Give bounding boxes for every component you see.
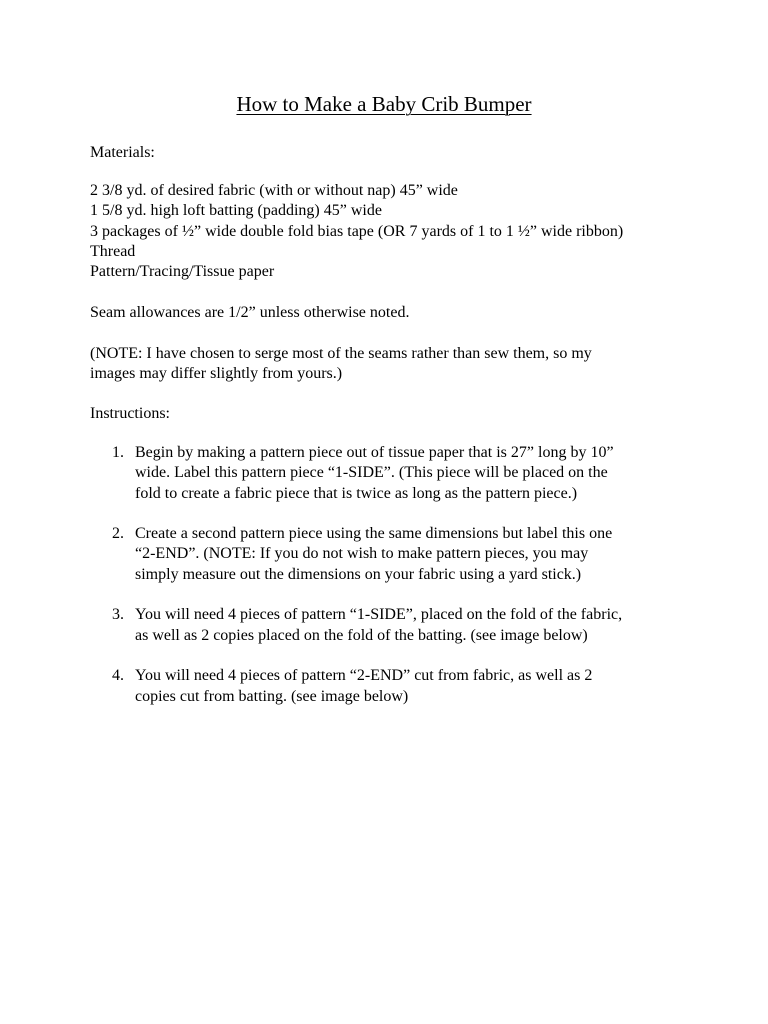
- materials-item: Pattern/Tracing/Tissue paper: [90, 263, 275, 281]
- step-line: Create a second pattern piece using the same dimensions but label this one: [135, 525, 613, 543]
- step-number: 1.: [112, 444, 124, 461]
- instructions-list: [90, 443, 700, 727]
- materials-item: 3 packages of ½” wide double fold bias tape (OR 7 yards of 1 to 1 ½” wide ribbon): [90, 222, 624, 240]
- serge-note: [90, 344, 690, 385]
- step-line: You will need 4 pieces of pattern “1-SIDE”, placed on the fold of the fabric,: [135, 606, 623, 624]
- list-item: [90, 443, 700, 504]
- list-item: [90, 666, 700, 707]
- step-line: Begin by making a pattern piece out of tissue paper that is 27” long by 10”: [135, 444, 614, 461]
- step-number: 2.: [112, 525, 124, 543]
- step-number: 3.: [112, 606, 124, 624]
- step-line: wide. Label this pattern piece “1-SIDE”. (This piece will be placed on the: [135, 464, 608, 482]
- serge-note-line: images may differ slightly from yours.): [90, 365, 343, 383]
- materials-item: 2 3/8 yd. of desired fabric (with or without nap) 45” wide: [90, 182, 458, 199]
- serge-note-line: (NOTE: I have chosen to serge most of the seams rather than sew them, so my: [90, 345, 592, 362]
- step-line: You will need 4 pieces of pattern “2-END” cut from fabric, as well as 2: [135, 667, 593, 685]
- page-title-text: How to Make a Baby Crib Bumper: [236, 92, 532, 116]
- materials-item: 1 5/8 yd. high loft batting (padding) 45” wide: [90, 202, 382, 220]
- step-line: “2-END”. (NOTE: If you do not wish to make pattern pieces, you may: [135, 545, 589, 563]
- step-number: 4.: [112, 667, 124, 685]
- materials-list: [90, 181, 690, 282]
- page-title: [0, 91, 768, 117]
- step-line: copies cut from batting. (see image below): [135, 687, 409, 705]
- step-line: as well as 2 copies placed on the fold of the batting. (see image below): [135, 626, 588, 644]
- step-line: simply measure out the dimensions on your fabric using a yard stick.): [135, 565, 582, 583]
- seam-allowance-note: Seam allowances are 1/2” unless otherwise noted.: [90, 304, 410, 321]
- list-item: [90, 524, 700, 585]
- materials-heading: Materials:: [90, 144, 155, 161]
- materials-item: Thread: [90, 242, 136, 260]
- list-item: [90, 605, 700, 646]
- step-line: fold to create a fabric piece that is twice as long as the pattern piece.): [135, 484, 578, 502]
- instructions-heading: Instructions:: [90, 405, 170, 422]
